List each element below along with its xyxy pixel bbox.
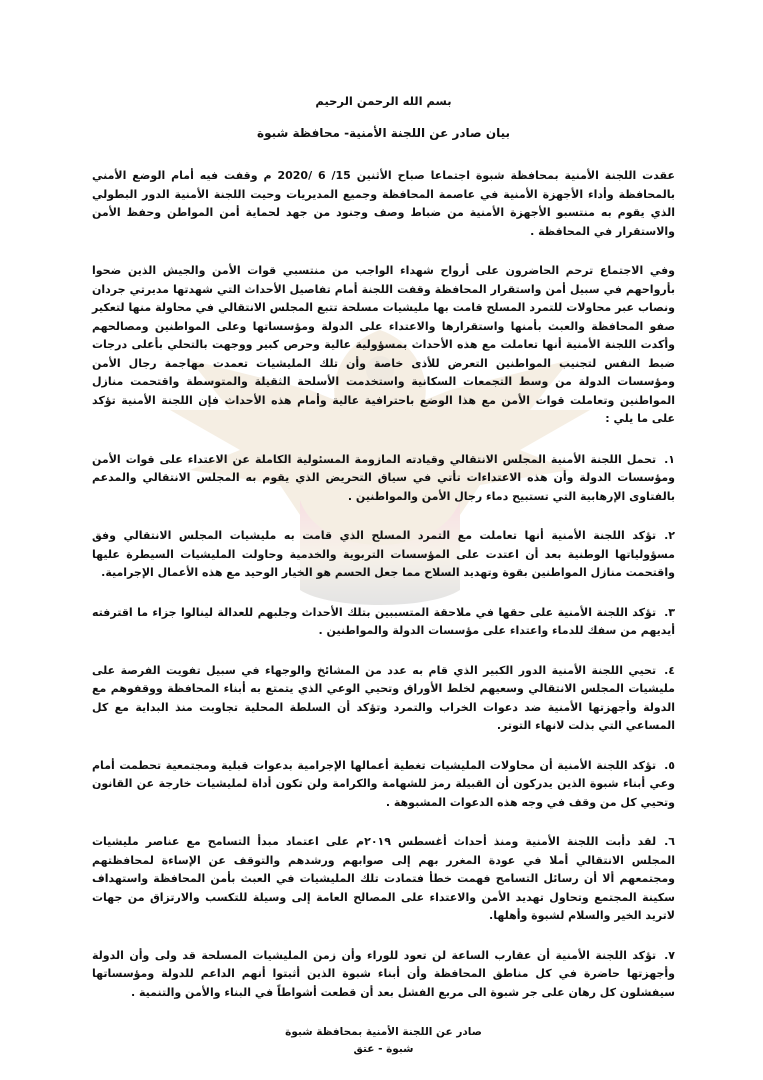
footer-issuer: صادر عن اللجنة الأمنية بمحافظة شبوة xyxy=(285,1026,482,1038)
point-text: تؤكد اللجنة الأمنية أن محاولات المليشيات تغطية أعمالها الإجرامية بدعوات قبلية ومجتمعية تحطمت أمام وعي أبناء شبوة الذين يدركون أن القبيلة رمز للشهامة والكرامة ولن تكون أداة لمليشيات خارجة عن القانون وتحيي كل من وقف في وجه هذه الدعوات المشبوهة . xyxy=(92,758,675,809)
point-item-7 xyxy=(92,947,675,1003)
basmala: بسم الله الرحمن الرحيم xyxy=(315,94,452,108)
point-number: ١. xyxy=(664,452,675,466)
point-text: لقد دأبت اللجنة الأمنية ومنذ أحداث أغسطس ٢٠١٩م على اعتماد مبدأ التسامح مع عناصر مليشيات المجلس الانتقالي أملا في عودة المغرر بهم إلى صوابهم ورشدهم والتوقف عن الإساءة لمحافظتهم ومجتمعهم ألا أن رسائل التسامح فهمت خطأ فتمادت تلك المليشيات في العبث بأمن المحافظة واستهداف سكينة المجتمع وتحاول تهديد الأمن والاعتداء على المصالح العامة إلى وسيلة للتكسب والارتزاق من جهات لاتريد الخير والسلام لشبوة وأهلها. xyxy=(92,835,675,922)
point-text: تؤكد اللجنة الأمنية أن عقارب الساعة لن تعود للوراء وأن زمن المليشيات المسلحة قد ولى وأن الدولة وأجهزتها حاضرة في كل مناطق المحافظة وأن أبناء شبوة الذين أثبتوا أنهم الداعم للدولة ومؤسساتها سيفشلون كل رهان على جر شبوة الى مربع الفشل بعد أن قطعت أشواطاً في البناء والأمن والتنمية . xyxy=(92,948,675,999)
point-number: ٢. xyxy=(664,529,675,542)
point-text: تحيي اللجنة الأمنية الدور الكبير الذي قام به عدد من المشائخ والوجهاء في سبيل تفويت الفرصة على مليشيات المجلس الانتقالي وسعيهم لخلط الأوراق وتحيي الوعي الذي يتمتع به أبناء المحافظة ووقفوهم مع الدولة وأجهزتها الأمنية ضد دعوات الخراب والتمرد وتؤكد أن السلطة المحلية تجاوبت منذ البداية مع كل المساعي التي بذلت لانهاء التوتر. xyxy=(92,663,675,732)
point-item-4 xyxy=(92,662,675,736)
document-content xyxy=(92,94,675,1058)
footer-place: شبوة - عتق xyxy=(353,1043,414,1055)
intro-paragraph: عقدت اللجنة الأمنية بمحافظة شبوة اجتماعا صباح الأثنين 15/ 6 /2020 م وقفت فيه أمام الوضع الأمني بالمحافظة وأداء الأجهزة الأمنية في عاصمة المحافظة وجميع المديريات وحيت اللجنة الأمنية الدور البطولي الذي يقوم به منتسبو الأجهزة الأمنية من ضباط وصف وجنود من جهد لحماية أمن المواطن وحفظ الأمن والاستقرار في المحافظة . xyxy=(92,169,675,238)
point-number: ٣. xyxy=(664,605,675,619)
document-title: بيان صادر عن اللجنة الأمنية- محافظة شبوة xyxy=(257,126,510,140)
point-text: تحمل اللجنة الأمنية المجلس الانتقالي وقيادته المازومة المسئولية الكاملة عن الاعتداء على قوات الأمن ومؤسسات الدولة وأن هذه الاعتداءات تأتي في سياق التحريض الذي يقوم به المجلس الانتقالي والمدعم بالفتاوى الإرهابية التي تستبيح دماء رجال الأمن والمواطنين . xyxy=(92,452,675,503)
point-item-3 xyxy=(92,604,675,641)
point-number: ٦. xyxy=(664,835,675,848)
point-text: تؤكد اللجنة الأمنية أنها تعاملت مع التمرد المسلح الذي قامت به مليشيات المجلس الانتقالي وفق مسؤولياتها الوطنية بعد أن اعتدت على المؤسسات التربوية والخدمية وحاولت المليشيات السيطرة عليها واقتحمت منازل المواطنين بقوة وتهديد السلاح مما جعل الحسم هو الخيار الوحيد مع هذه الأعمال الإجرامية. xyxy=(92,529,675,579)
point-item-5 xyxy=(92,757,675,813)
point-item-6 xyxy=(92,833,675,926)
point-number: ٧. xyxy=(664,948,675,962)
point-number: ٥. xyxy=(664,758,675,772)
document-footer xyxy=(92,1024,675,1058)
point-item-2 xyxy=(92,527,675,583)
point-item-1 xyxy=(92,451,675,507)
point-number: ٤. xyxy=(664,663,675,677)
body-paragraph: وفي الاجتماع ترحم الحاضرون على أرواح شهداء الواجب من منتسبي قوات الأمن والجيش الذين ضحوا بأرواحهم في سبيل أمن واستقرار المحافظة وقفت اللجنة أمام تفاصيل الأحداث التي شهدتها مديرتي جردان ونصاب عبر محاولات للتمرد المسلح قامت بها مليشيات مسلحة تتبع المجلس الانتقالي في محاولة منها لتعكير صفو المحافظة والعبث بأمنها واستقرارها والاعتداء على الدولة ومؤسساتها وعلى المواطنين ومصالحهم وأكدت اللجنة الأمنية أنها تعاملت مع هذه الأحداث بمسؤولية عالية وحرص كبير ووجهت بالتحلي بأعلى درجات ضبط النفس لتجنيب المواطنين التعرض للأذى خاصة وأن تلك المليشيات تعمدت مهاجمة رجال الأمن ومؤسسات الدولة من وسط التجمعات السكانية واستخدمت الأسلحة الثقيلة والمتوسطة واقتحمت منازل المواطنين وتعاملت قوات الأمن مع هذا الوضع باحترافية عالية وأمام هذه الأحداث فإن اللجنة الأمنية تؤكد على ما يلي : xyxy=(92,264,675,425)
point-text: تؤكد اللجنة الأمنية على حقها في ملاحقة المتسببين بتلك الأحداث وجلبهم للعدالة لينالوا جزاء ما اقترفته أيديهم من سفك للدماء واعتداء على مؤسسات الدولة والمواطنين . xyxy=(92,605,675,637)
